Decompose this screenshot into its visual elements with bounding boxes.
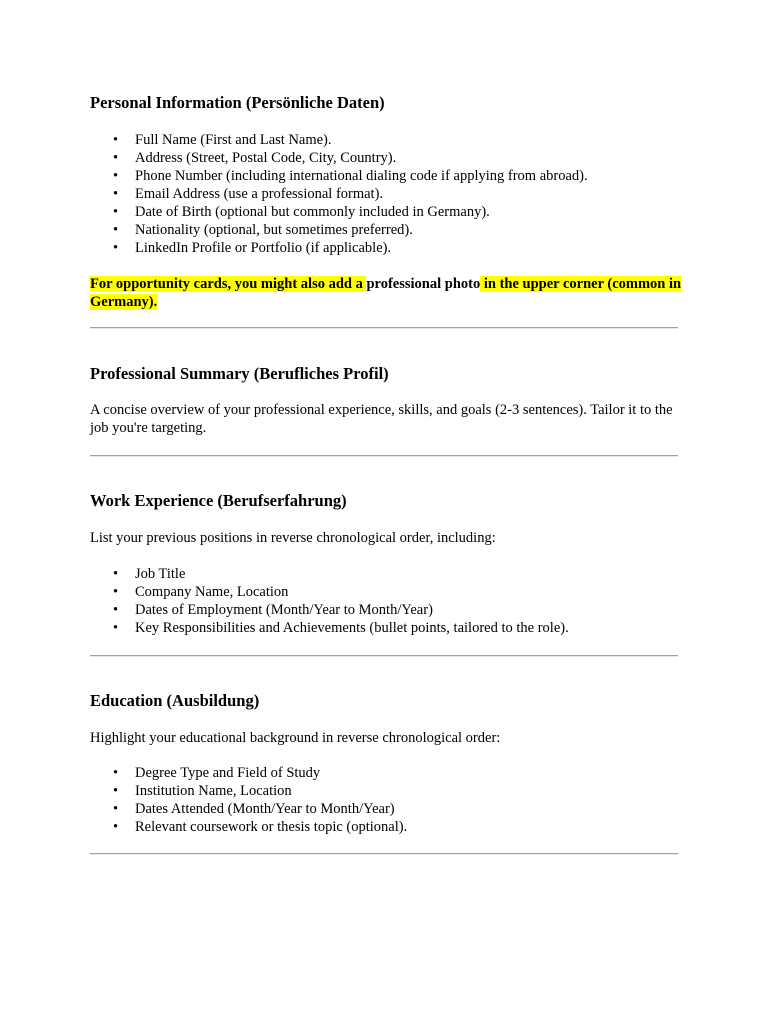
section-heading-professional-summary: Professional Summary (Berufliches Profil): [90, 364, 389, 383]
list-item: [90, 782, 407, 800]
bullet-glyph: •: [113, 222, 119, 238]
bullet-glyph: •: [113, 204, 119, 220]
list-item: [90, 619, 569, 637]
bullet-glyph: •: [113, 566, 119, 582]
list-item: [90, 601, 569, 619]
professional-summary-text: A concise overview of your professional experience, skills, and goals (2-3 sentences). Tailor it to the job you're targeting.: [90, 402, 673, 436]
list-item: [90, 185, 588, 203]
list-item: [90, 800, 407, 818]
bullet-glyph: •: [113, 240, 119, 256]
section-divider: [90, 853, 678, 855]
work-experience-intro: List your previous positions in reverse chronological order, including:: [90, 530, 496, 546]
personal-information-list: [90, 131, 588, 257]
section-heading-personal-information: Personal Information (Persönliche Daten): [90, 93, 385, 112]
bullet-glyph: •: [113, 150, 119, 166]
list-item-text: Company Name, Location: [135, 584, 289, 600]
list-item: [90, 203, 588, 221]
list-item: [90, 818, 407, 836]
note-highlight-part-2: in the upper corner (common in Germany).: [90, 276, 682, 310]
bullet-glyph: •: [113, 602, 119, 618]
list-item-text: Job Title: [135, 566, 186, 582]
note-highlight-part-1: For opportunity cards, you might also add a: [90, 276, 367, 292]
list-item-text: Nationality (optional, but sometimes preferred).: [135, 222, 413, 238]
list-item-text: Dates Attended (Month/Year to Month/Year): [135, 801, 395, 817]
list-item-text: Key Responsibilities and Achievements (bullet points, tailored to the role).: [135, 620, 569, 636]
work-experience-list: [90, 565, 569, 637]
section-heading-work-experience: Work Experience (Berufserfahrung): [90, 491, 347, 510]
section-divider: [90, 327, 678, 329]
list-item-text: Full Name (First and Last Name).: [135, 132, 332, 148]
bullet-glyph: •: [113, 186, 119, 202]
list-item: [90, 167, 588, 185]
bullet-glyph: •: [113, 584, 119, 600]
list-item-text: Relevant coursework or thesis topic (optional).: [135, 819, 408, 835]
section-heading-education: Education (Ausbildung): [90, 691, 260, 710]
list-item: [90, 565, 569, 583]
bullet-glyph: •: [113, 132, 119, 148]
bullet-glyph: •: [113, 801, 119, 817]
list-item: [90, 239, 588, 257]
bullet-glyph: •: [113, 620, 119, 636]
note-plain-part: professional photo: [366, 276, 481, 292]
highlighted-note: [90, 275, 682, 311]
list-item-text: Address (Street, Postal Code, City, Country).: [135, 150, 397, 166]
list-item: [90, 149, 588, 167]
list-item: [90, 583, 569, 601]
bullet-glyph: •: [113, 819, 119, 835]
section-divider: [90, 655, 678, 657]
list-item-text: Date of Birth (optional but commonly included in Germany).: [135, 204, 490, 220]
list-item-text: Phone Number (including international dialing code if applying from abroad).: [135, 168, 588, 184]
section-divider: [90, 455, 678, 457]
education-intro: Highlight your educational background in reverse chronological order:: [90, 730, 501, 746]
list-item-text: Email Address (use a professional format).: [135, 186, 384, 202]
list-item: [90, 131, 588, 149]
list-item-text: Dates of Employment (Month/Year to Month/Year): [135, 602, 433, 618]
list-item-text: Degree Type and Field of Study: [135, 765, 321, 781]
education-list: [90, 764, 407, 836]
list-item: [90, 764, 407, 782]
list-item-text: Institution Name, Location: [135, 783, 292, 799]
bullet-glyph: •: [113, 168, 119, 184]
bullet-glyph: •: [113, 765, 119, 781]
bullet-glyph: •: [113, 783, 119, 799]
list-item: [90, 221, 588, 239]
list-item-text: LinkedIn Profile or Portfolio (if applicable).: [135, 240, 392, 256]
